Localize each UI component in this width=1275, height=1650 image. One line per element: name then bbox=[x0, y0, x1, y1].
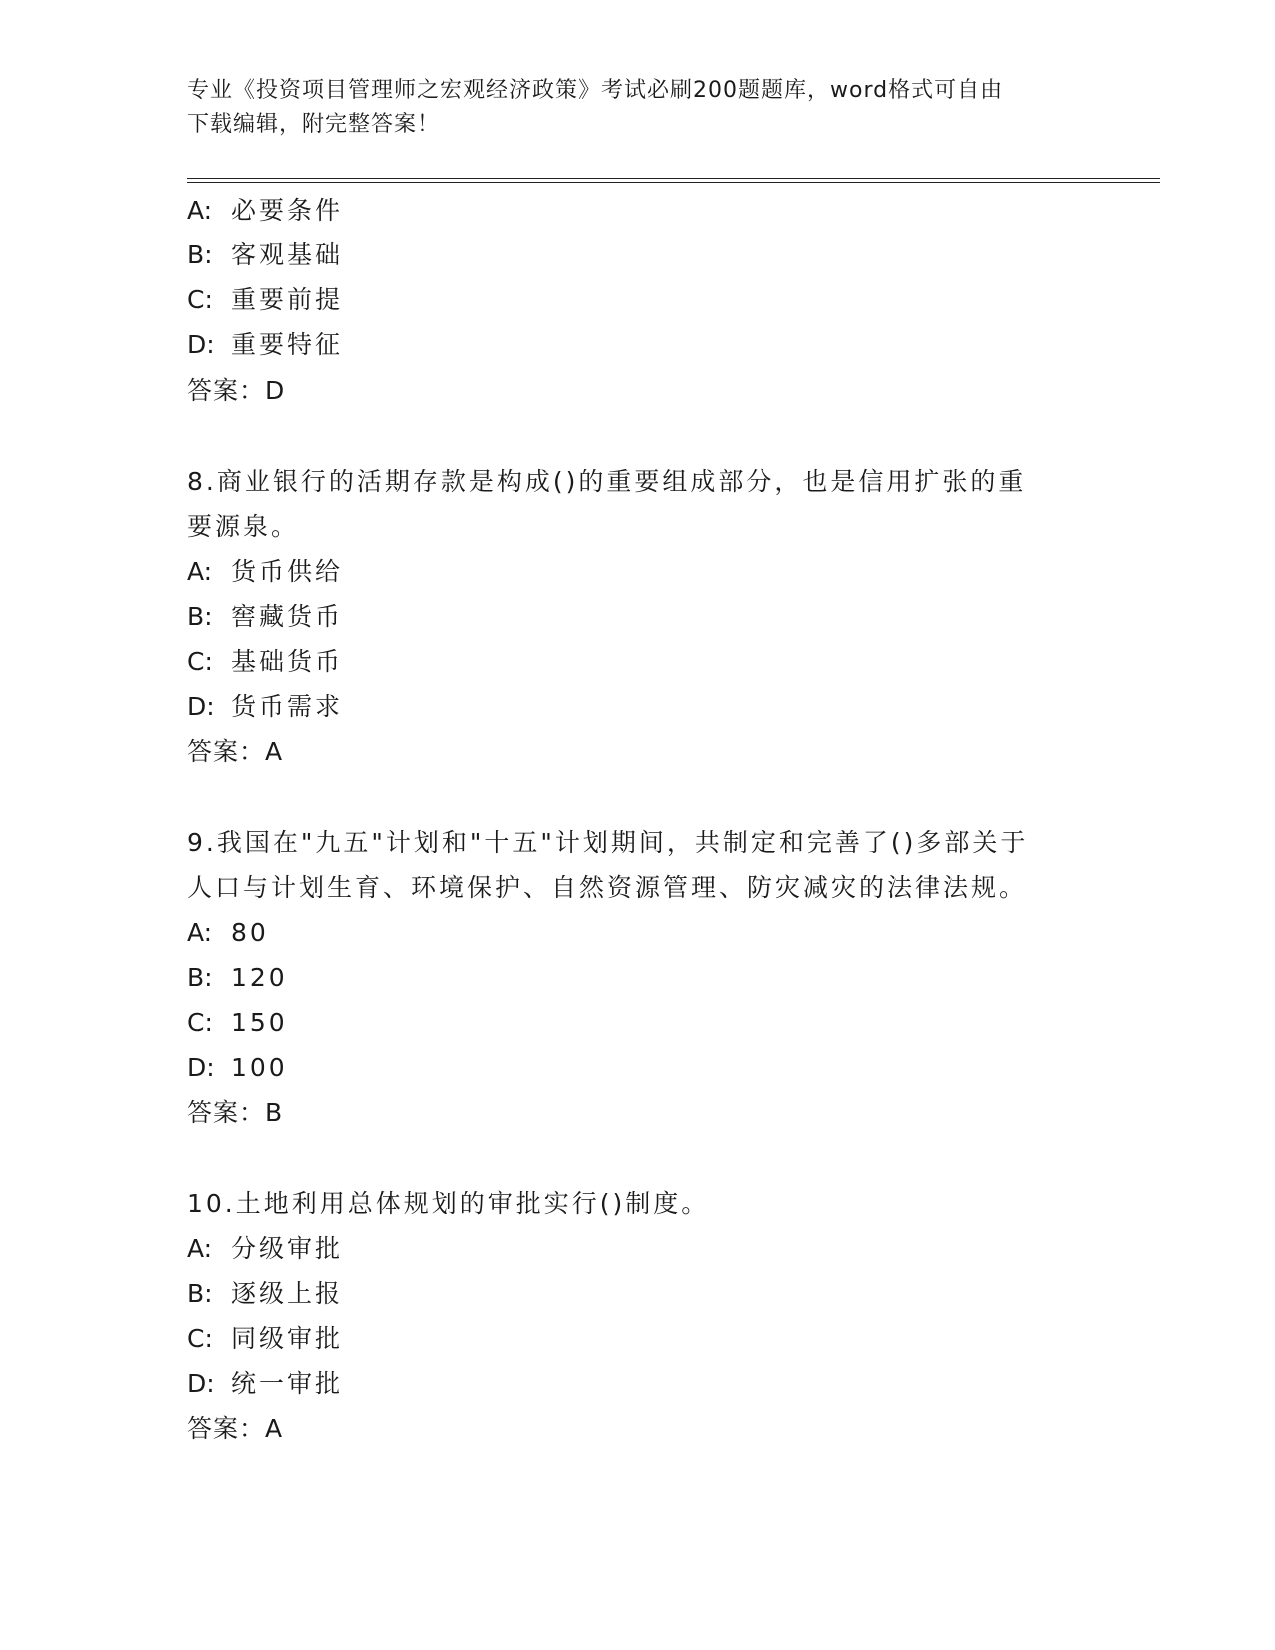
option-b: B: 客观基础 bbox=[187, 240, 344, 269]
document-header bbox=[187, 74, 1067, 142]
question-text-line-1: 10.土地利用总体规划的审批实行()制度。 bbox=[187, 1189, 710, 1218]
option-d: D: 100 bbox=[187, 1053, 288, 1082]
option-c: C: 基础货币 bbox=[187, 647, 344, 676]
option-b: B: 窖藏货币 bbox=[187, 602, 344, 631]
header-line-1: 专业《投资项目管理师之宏观经济政策》考试必刷200题题库，word格式可自由 bbox=[187, 78, 1004, 103]
option-d: D: 货币需求 bbox=[187, 692, 344, 721]
option-d: D: 统一审批 bbox=[187, 1369, 344, 1398]
header-divider-bottom bbox=[187, 182, 1160, 183]
answer: 答案：D bbox=[187, 376, 286, 405]
option-a: A: 80 bbox=[187, 918, 269, 947]
option-a: A: 分级审批 bbox=[187, 1234, 344, 1263]
option-b: B: 120 bbox=[187, 963, 288, 992]
option-a: A: 货币供给 bbox=[187, 557, 344, 586]
question-text-line-1: 9.我国在"九五"计划和"十五"计划期间，共制定和完善了()多部关于 bbox=[187, 828, 1029, 857]
question-text-line-1: 8.商业银行的活期存款是构成()的重要组成部分，也是信用扩张的重 bbox=[187, 467, 1027, 496]
header-line-2: 下载编辑，附完整答案！ bbox=[187, 112, 441, 137]
question-text-line-2: 要源泉。 bbox=[187, 512, 300, 541]
option-b: B: 逐级上报 bbox=[187, 1279, 344, 1308]
answer: 答案：A bbox=[187, 737, 284, 766]
answer: 答案：A bbox=[187, 1414, 284, 1443]
option-c: C: 重要前提 bbox=[187, 285, 344, 314]
option-a: A: 必要条件 bbox=[187, 196, 344, 225]
question-text-line-2: 人口与计划生育、环境保护、自然资源管理、防灾减灾的法律法规。 bbox=[187, 873, 1028, 902]
option-c: C: 同级审批 bbox=[187, 1324, 344, 1353]
option-c: C: 150 bbox=[187, 1008, 288, 1037]
header-divider-top bbox=[187, 178, 1160, 179]
option-d: D: 重要特征 bbox=[187, 330, 344, 359]
answer: 答案：B bbox=[187, 1098, 284, 1127]
